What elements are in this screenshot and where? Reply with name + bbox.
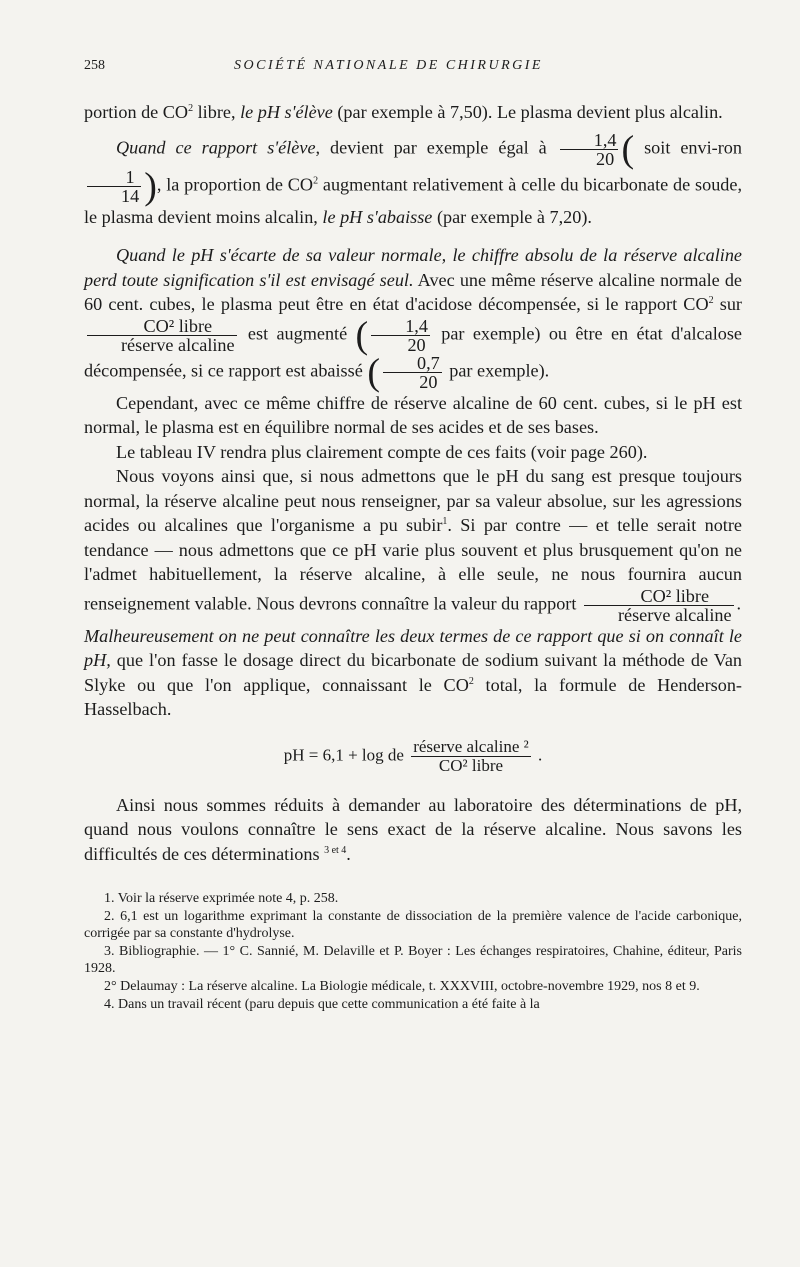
paragraph-4: Cependant, avec ce même chiffre de réserve alcaline de 60 cent. cubes, si le pH est normal, le plasma est en équilibre normal de ses acides et de ses bases.	[84, 392, 742, 437]
fraction: $\frac{1}{14}$	[87, 168, 141, 205]
running-head: SOCIÉTÉ NATIONALE DE CHIRURGIE	[234, 58, 543, 73]
paragraph-2: Quand ce rapport s'élève, devient par exemple égal à $\frac{1,4}{20}$ ( soit envi-ron $\frac{1}{14}$ ), la proportion de $CO^2$ augmentant relativement à celle du bicarbonate de soude, le plasma devient moins alcalin, le pH s'abaisse (par exemple à 7,20).	[84, 128, 743, 227]
body-text	[84, 100, 742, 866]
formula: pH = 6,1 + log de $\frac{\text{réserve alcaline ²}}{\text{CO² libre}}$ .	[283, 736, 543, 775]
page-header	[84, 48, 742, 78]
footnote: 2. 6,1 est un logarithme exprimant la constante de dissociation de la première valence de l'acide carbonique, corrigée par sa constante d'hydrolyse.	[84, 909, 742, 941]
fraction: $\frac{\text{CO² libre}}{\text{réserve alcaline}}$	[584, 587, 734, 624]
fraction: $\frac{1,4}{20}$	[560, 131, 619, 168]
fraction: $\frac{1,4}{20}$	[371, 317, 430, 354]
page-number: 258	[84, 58, 105, 73]
footnotes	[84, 890, 742, 1013]
paragraph-1: portion de $CO^2$ libre, le pH s'élève (par exemple à 7,50). Le plasma devient plus alcalin.	[84, 102, 723, 122]
paragraph-5: Le tableau IV rendra plus clairement compte de ces faits (voir page 260).	[116, 441, 648, 462]
fraction: $\frac{\text{CO² libre}}{\text{réserve alcaline}}$	[87, 317, 237, 354]
document-page	[84, 48, 742, 1014]
fraction: $\frac{\text{réserve alcaline ²}}{\text{CO² libre}}$	[413, 736, 529, 775]
fraction: $\frac{0,7}{20}$	[383, 354, 442, 391]
footnote: 2° Delaumay : La réserve alcaline. La Biologie médicale, t. XXXVIII, octobre-novembre 1929, nos 8 et 9.	[104, 979, 700, 994]
paragraph-3: Quand le pH s'écarte de sa valeur normale, le chiffre absolu de la réserve alcaline perd toute signification s'il est envisagé seul. Avec une même réserve alcaline normale de 60 cent. cubes, le plasma peut être en état d'acidose décompensée, si le rapport $CO^2$ sur $\frac{\text{CO² libre}}{\text{réserve alcaline}}$ est augmenté ( $\frac{1,4}{20}$ par exemple) ou être en état d'alcalose décompensée, si ce rapport est abaissé ( $\frac{0,7}{20}$ par exemple).	[84, 245, 742, 393]
footnote: 4. Dans un travail récent (paru depuis que cette communication a été faite à la	[104, 997, 540, 1012]
paragraph-6: Nous voyons ainsi que, si nous admettons que le pH du sang est presque toujours normal, la réserve alcaline peut nous renseigner, par sa valeur absolue, sur les agressions acides ou alcalines que l'organisme a pu subir$^1$. Si par contre — et telle serait notre tendance — nous admettons que ce pH varie plus souvent et plus brusquement qu'on ne l'admet habituellement, la réserve alcaline, à elle seule, ne nous fournira aucun renseignement valable. Nous devrons connaître la valeur du rapport $\frac{\text{CO² libre}}{\text{réserve alcaline}}$ .	[84, 466, 742, 625]
footnote: 1. Voir la réserve exprimée note 4, p. 258.	[104, 891, 339, 906]
footnote: 3. Bibliographie. — 1° C. Sannié, M. Delaville et P. Boyer : Les échanges respiratoires, Chahine, éditeur, Paris 1928.	[84, 944, 742, 976]
paragraph-8: Ainsi nous sommes réduits à demander au laboratoire des déterminations de pH, quand nous voulons connaître le sens exact de la réserve alcaline. Nous savons les difficultés de ces déterminations $^{3 et 4}$.	[84, 794, 742, 864]
paragraph-7: Malheureusement on ne peut connaître les deux termes de ce rapport que si on connaît le pH, que l'on fasse le dosage direct du bicarbonate de sodium suivant la méthode de Van Slyke ou que l'on applique, connaissant le $CO^2$ total, la formule de Henderson-Hasselbach.	[84, 625, 742, 719]
